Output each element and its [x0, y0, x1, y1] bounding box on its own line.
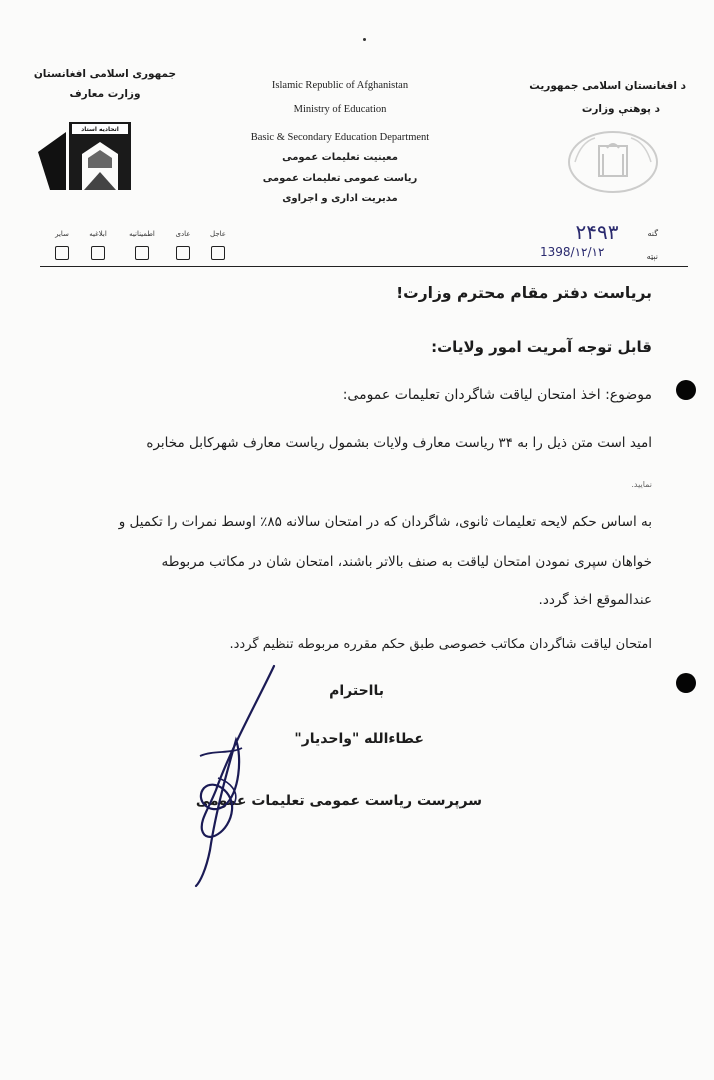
header-divider	[40, 266, 688, 267]
reference-date-label: نېټه	[646, 252, 658, 261]
letter-attention: قابل توجه آمریت امور ولایات:	[431, 338, 652, 356]
header-en-line2: Ministry of Education	[293, 104, 387, 115]
category-other-checkbox[interactable]	[55, 246, 69, 260]
category-notification-checkbox[interactable]	[91, 246, 105, 260]
header-en-line1: Islamic Republic of Afghanistan	[271, 80, 409, 91]
category-confirmation-label: اطمینانیه	[129, 230, 155, 238]
logo-text: اتحادیه استاد	[81, 126, 119, 133]
category-normal-checkbox[interactable]	[176, 246, 190, 260]
letter-addressee: بریاست دفتر مقام محترم وزارت!	[396, 284, 652, 302]
signature-name: عطاءالله "واحدیار"	[294, 731, 424, 747]
header-pashto-line1: د افغانستان اسلامی جمهوریت	[529, 80, 686, 92]
header-fa-line5: ریاست عمومی تعلیمات عمومی	[262, 173, 418, 184]
para1-line1: امید است متن ذیل را به ۳۴ ریاست معارف ولایات بشمول ریاست معارف شهرکابل مخابره	[146, 435, 652, 451]
category-normal-label: عادی	[175, 230, 191, 238]
para2-line3: عندالموقع اخذ گردد.	[538, 592, 652, 608]
handwritten-signature	[180, 660, 290, 890]
category-other-label: سایر	[55, 230, 69, 238]
category-confirmation-checkbox[interactable]	[135, 246, 149, 260]
header-en-line3: Basic & Secondary Education Department	[250, 132, 430, 143]
signature-stroke	[180, 660, 290, 890]
header-pashto-line2: د پوهنې وزارت	[581, 103, 660, 115]
punch-hole-bottom	[676, 673, 696, 693]
punch-hole-top	[676, 380, 696, 400]
dot-mark	[363, 38, 366, 41]
category-urgent-checkbox[interactable]	[211, 246, 225, 260]
header-dari-line2: وزارت معارف	[69, 88, 141, 100]
afghanistan-emblem	[565, 128, 661, 194]
header-fa-line4: معینیت تعلیمات عمومی	[282, 152, 398, 163]
reference-number-label: گنه	[647, 229, 658, 238]
header-fa-line6: مدیریت اداری و اجراوی	[282, 193, 398, 204]
reference-date-value: 1398/۱۲/۱۲	[540, 245, 605, 259]
para1-line2: نمایید.	[631, 480, 652, 489]
signature-closing: بااحترام	[329, 683, 384, 699]
logo-graphic	[36, 112, 136, 192]
para3-line1: امتحان لیاقت شاگردان مکاتب خصوصی طبق حکم مقرره مربوطه تنظیم گردد.	[229, 637, 652, 652]
emblem-graphic	[565, 128, 661, 194]
header-dari-line1: جمهوری اسلامی افغانستان	[33, 68, 177, 80]
teachers-union-logo	[36, 112, 136, 192]
letter-subject: موضوع: اخذ امتحان لیاقت شاگردان تعلیمات عمومی:	[342, 387, 652, 403]
para2-line1: به اساس حکم لایحه تعلیمات ثانوی، شاگردان که در امتحان سالانه ۸۵٪ اوسط نمرات را تکمیل و	[118, 514, 652, 530]
reference-number-value: ۲۴۹۳	[575, 220, 619, 244]
category-urgent-label: عاجل	[210, 230, 226, 238]
signature-title: سرپرست ریاست عمومی تعلیمات عمومی	[195, 793, 482, 809]
para2-line2: خواهان سپری نمودن امتحان لیاقت به صنف بالاتر باشند، امتحان شان در مکاتب مربوطه	[161, 554, 652, 570]
category-notification-label: ابلاغیه	[89, 230, 107, 238]
